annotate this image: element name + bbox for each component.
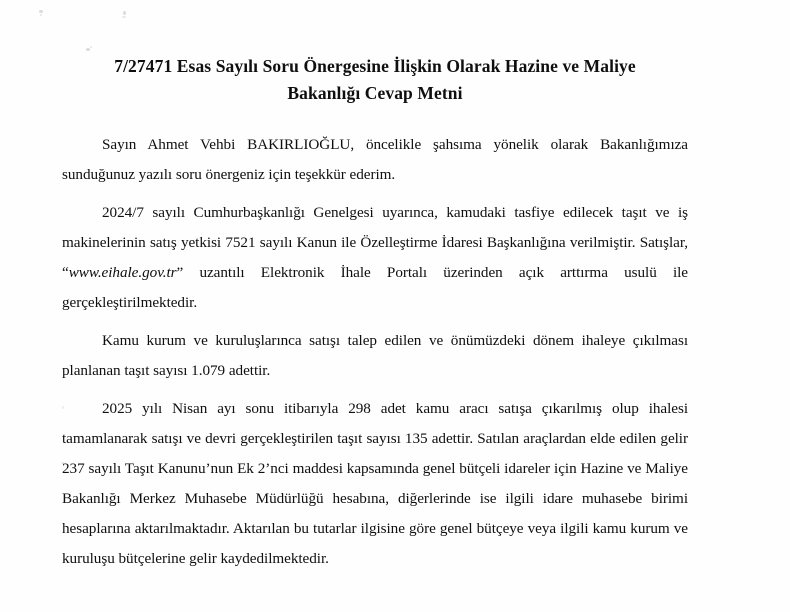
page-title-line-1: 7/27471 Esas Sayılı Soru Önergesine İlişkin Olarak Hazine ve Maliye: [114, 56, 636, 76]
paragraph-sales-authority-part-1: 2024/7 sayılı Cumhurbaşkanlığı Genelgesi uyarınca, kamudaki tasfiye edilecek taşıt ve iş makinelerinin satış yetkisi 7521 sayılı Kanun ile Özelleştirme İdaresi Başkanlığına verilmiştir. Satışlar, “: [62, 204, 688, 281]
paragraph-sales-authority-part-2: ” uzantılı Elektronik İhale Portalı üzerinden açık arttırma usulü ile gerçekleştirilmektedir.: [62, 264, 688, 311]
title-block: [62, 0, 688, 107]
body-block: [62, 107, 688, 574]
page-title: [62, 53, 688, 107]
scan-speckle: [40, 14, 42, 16]
paragraph-greeting: Sayın Ahmet Vehbi BAKIRLIOĞLU, öncelikle şahsıma yönelik olarak Bakanlığımıza sunduğunuz yazılı soru önergeniz için teşekkür ederim.: [62, 136, 688, 183]
paragraph-revenue-allocation: 2025 yılı Nisan ayı sonu itibarıyla 298 adet kamu aracı satışa çıkarılmış olup ihalesi tamamlanarak satışı ve devri gerçekleştirilen taşıt sayısı 135 adettir. Satılan araçlardan elde edilen gelir 237 sayılı Taşıt Kanunu’nun Ek 2’nci maddesi kapsamında genel bütçeli idareler için Hazine ve Maliye Bakanlığı Merkez Muhasebe Müdürlüğü hesabına, diğerlerinde ise ilgili idare muhasebe birimi hesaplarına aktarılmaktadır. Aktarılan bu tutarlar ilgisine göre genel bütçeye veya ilgili kamu kurum ve kuruluşu bütçelerine gelir kaydedilmektedir.: [62, 400, 688, 567]
scan-speckle: [39, 10, 43, 13]
eihale-portal-url: www.eihale.gov.tr: [68, 264, 177, 281]
document-text-column: [62, 0, 688, 574]
page-title-line-2: Bakanlığı Cevap Metni: [287, 83, 463, 103]
paragraph-sales-authority: [62, 198, 688, 318]
paragraph-planned-vehicles: Kamu kurum ve kuruluşlarınca satışı talep edilen ve önümüzdeki dönem ihaleye çıkılması planlanan taşıt sayısı 1.079 adettir.: [62, 332, 688, 379]
